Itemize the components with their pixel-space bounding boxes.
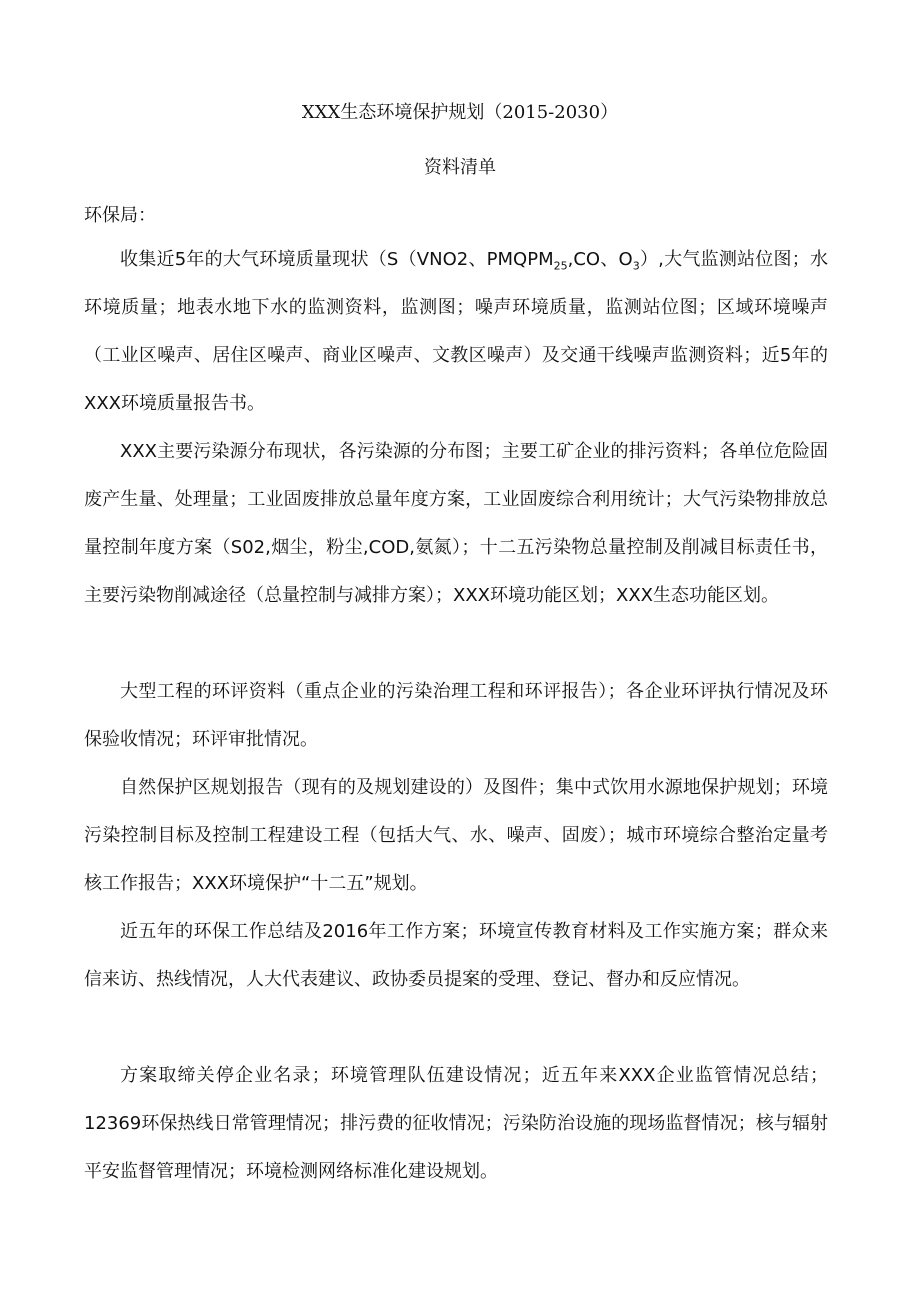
paragraph-text: 收集近5年的大气环境质量现状（S（VNO2、PMQPM — [120, 249, 554, 270]
recipient-line: 环保局： — [84, 205, 156, 226]
paragraph-text: ,CO、O — [567, 249, 633, 270]
subscript: 25 — [553, 259, 568, 273]
document-subtitle: 资料清单 — [424, 157, 496, 178]
paragraph-work-summary: 近五年的环保工作总结及2016年工作方案；环境宣传教育材料及工作实施方案；群众来信来访、热线情况，人大代表建议、政协委员提案的受理、登记、督办和反应情况。 — [84, 921, 828, 990]
paragraph-nature-reserve: 自然保护区规划报告（现有的及规划建设的）及图件；集中式饮用水源地保护规划；环境污染控制目标及控制工程建设工程（包括大气、水、噪声、固废）；城市环境综合整治定量考核工作报告；XXX环境保护“十二五”规划。 — [84, 777, 828, 894]
paragraph-eia: 大型工程的环评资料（重点企业的污染治理工程和环评报告）；各企业环评执行情况及环保验收情况；环评审批情况。 — [84, 681, 828, 750]
paragraph-text: ）,大气监测站位图；水环境质量；地表水地下水的监测资料，监测图；噪声环境质量，监测站位图；区域环境噪声（工业区噪声、居住区噪声、商业区噪声、文教区噪声）及交通干线噪声监测资料；近5年的XXX环境质量报告书。 — [84, 249, 828, 414]
paragraph-air-water-noise — [84, 236, 828, 428]
paragraph-enterprise-supervision: 方案取缔关停企业名录；环境管理队伍建设情况；近五年来XXX企业监管情况总结；12369环保热线日常管理情况；排污费的征收情况；污染防治设施的现场监督情况；核与辐射平安监督管理情况；环境检测网络标准化建设规划。 — [84, 1065, 828, 1182]
document-title: XXX生态环境保护规划（2015-2030） — [301, 102, 619, 123]
paragraph-pollution-sources: XXX主要污染源分布现状，各污染源的分布图；主要工矿企业的排污资料；各单位危险固废产生量、处理量；工业固废排放总量年度方案，工业固废综合利用统计；大气污染物排放总量控制年度方案（S02,烟尘，粉尘,COD,氨氮）；十二五污染物总量控制及削减目标责任书，主要污染物削减途径（总量控制与减排方案）；XXX环境功能区划；XXX生态功能区划。 — [84, 441, 828, 606]
subscript: 3 — [632, 259, 640, 273]
